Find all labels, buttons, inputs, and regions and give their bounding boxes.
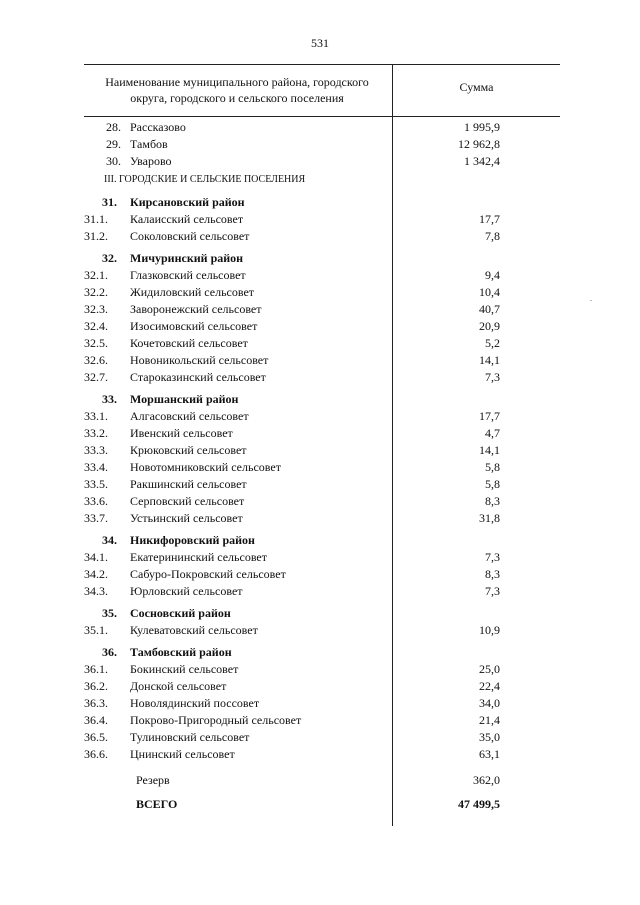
- row-name: Кочетовский сельсовет: [130, 336, 248, 350]
- row-value: 5,8: [485, 460, 500, 474]
- row-number: 33.: [102, 392, 117, 406]
- row-value: 40,7: [479, 302, 500, 316]
- row-value: 5,2: [485, 336, 500, 350]
- row-value: 31,8: [479, 511, 500, 525]
- scan-artifact: [590, 300, 592, 301]
- table-row: [84, 283, 560, 301]
- row-name: Глазковский сельсовет: [130, 268, 246, 282]
- row-value: 20,9: [479, 319, 500, 333]
- row-name: Сабуро-Покровский сельсовет: [130, 567, 286, 581]
- row-number: 30.: [106, 154, 121, 168]
- table-row: [84, 135, 560, 153]
- page-number: 531: [311, 36, 329, 50]
- table-row: [84, 565, 560, 583]
- district-heading: [84, 604, 560, 622]
- row-name: Резерв: [136, 773, 170, 787]
- row-value: 12 962,8: [458, 137, 500, 151]
- row-value: 8,3: [485, 567, 500, 581]
- row-number: 33.2.: [84, 426, 108, 440]
- row-name: Староказинский сельсовет: [130, 370, 266, 384]
- row-number: 29.: [106, 137, 121, 151]
- row-name: Цнинский сельсовет: [130, 747, 235, 761]
- row-name: Тамбовский район: [130, 645, 232, 659]
- row-name: Устьинский сельсовет: [130, 511, 243, 525]
- row-value: 63,1: [479, 747, 500, 761]
- row-value: 5,8: [485, 477, 500, 491]
- row-value: 25,0: [479, 662, 500, 676]
- table-row: [84, 441, 560, 459]
- row-value: 34,0: [479, 696, 500, 710]
- row-name: Алгасовский сельсовет: [130, 409, 249, 423]
- row-name: Мичуринский район: [130, 251, 244, 265]
- row-value: 35,0: [479, 730, 500, 744]
- row-number: 34.2.: [84, 567, 108, 581]
- table-row: [84, 152, 560, 170]
- table-row: [84, 728, 560, 746]
- row-value: 10,4: [479, 285, 500, 299]
- row-name: Рассказово: [130, 120, 186, 134]
- table-row: [84, 266, 560, 284]
- row-number: 28.: [106, 120, 121, 134]
- table-row: [84, 548, 560, 566]
- table-row: [84, 407, 560, 425]
- row-name: Ивенский сельсовет: [130, 426, 233, 440]
- row-name: ВСЕГО: [136, 797, 178, 811]
- table-row: [84, 660, 560, 678]
- row-number: 36.2.: [84, 679, 108, 693]
- row-number: 31.2.: [84, 229, 108, 243]
- row-value: 21,4: [479, 713, 500, 727]
- row-value: 14,1: [479, 353, 500, 367]
- row-number: 35.: [102, 606, 117, 620]
- row-name: Ракшинский сельсовет: [130, 477, 247, 491]
- row-name: Кирсановский район: [130, 195, 245, 209]
- row-number: 31.1.: [84, 212, 108, 226]
- row-value: 362,0: [473, 773, 500, 787]
- name-column-header: [88, 74, 386, 106]
- row-name: Уварово: [130, 154, 172, 168]
- row-number: 36.: [102, 645, 117, 659]
- table-row: [84, 745, 560, 763]
- row-name: Сосновский район: [130, 606, 231, 620]
- table-row: [84, 210, 560, 228]
- row-name: Покрово-Пригородный сельсовет: [130, 713, 302, 727]
- row-value: 47 499,5: [458, 797, 500, 811]
- row-number: 36.5.: [84, 730, 108, 744]
- row-name: Екатерининский сельсовет: [130, 550, 268, 564]
- row-number: 34.3.: [84, 584, 108, 598]
- reserve-row: [84, 771, 560, 789]
- row-name: Кулеватовский сельсовет: [130, 623, 258, 637]
- table-row: [84, 334, 560, 352]
- row-name: Соколовский сельсовет: [130, 229, 250, 243]
- row-name: Заворонежский сельсовет: [130, 302, 262, 316]
- row-value: 17,7: [479, 409, 500, 423]
- row-number: 36.6.: [84, 747, 108, 761]
- row-number: 32.2.: [84, 285, 108, 299]
- row-name: Новотомниковский сельсовет: [130, 460, 281, 474]
- name-column-header-line2: округа, городского и сельского поселения: [130, 91, 344, 105]
- row-name: Донской сельсовет: [130, 679, 227, 693]
- row-value: 1 995,9: [464, 120, 500, 134]
- row-name: Жидиловский сельсовет: [130, 285, 255, 299]
- header-bottom-rule: [84, 116, 560, 117]
- row-value: 17,7: [479, 212, 500, 226]
- table-row: [84, 458, 560, 476]
- row-number: 32.6.: [84, 353, 108, 367]
- table-row: [84, 368, 560, 386]
- row-value: 7,3: [485, 584, 500, 598]
- row-number: 33.4.: [84, 460, 108, 474]
- row-number: 33.6.: [84, 494, 108, 508]
- table-row: [84, 677, 560, 695]
- row-value: 7,8: [485, 229, 500, 243]
- table-row: [84, 351, 560, 369]
- district-heading: [84, 390, 560, 408]
- table-row: [84, 509, 560, 527]
- row-number: 33.5.: [84, 477, 108, 491]
- sum-column-header: Сумма: [459, 80, 494, 94]
- row-number: 32.: [102, 251, 117, 265]
- row-name: Калаисский сельсовет: [130, 212, 244, 226]
- row-name: Никифоровский район: [130, 533, 255, 547]
- row-number: 32.7.: [84, 370, 108, 384]
- row-value: 10,9: [479, 623, 500, 637]
- row-name: Бокинский сельсовет: [130, 662, 239, 676]
- row-number: 36.1.: [84, 662, 108, 676]
- row-value: 22,4: [479, 679, 500, 693]
- row-name: Тамбов: [130, 137, 168, 151]
- district-heading: [84, 643, 560, 661]
- table-row: [84, 492, 560, 510]
- row-number: 32.3.: [84, 302, 108, 316]
- row-number: 32.4.: [84, 319, 108, 333]
- row-number: 32.5.: [84, 336, 108, 350]
- row-number: 33.7.: [84, 511, 108, 525]
- name-column-header-line1: Наименование муниципального района, городского: [105, 75, 369, 89]
- row-value: 4,7: [485, 426, 500, 440]
- row-value: 7,3: [485, 370, 500, 384]
- row-number: 34.: [102, 533, 117, 547]
- table-row: [84, 118, 560, 136]
- row-number: 31.: [102, 195, 117, 209]
- row-name: Крюковский сельсовет: [130, 443, 247, 457]
- table-row: [84, 582, 560, 600]
- table-row: [84, 694, 560, 712]
- row-name: Тулиновский сельсовет: [130, 730, 250, 744]
- row-number: 36.4.: [84, 713, 108, 727]
- row-name: Моршанский район: [130, 392, 239, 406]
- district-heading: [84, 249, 560, 267]
- row-value: 1 342,4: [464, 154, 500, 168]
- row-value: 9,4: [485, 268, 500, 282]
- table-row: [84, 227, 560, 245]
- table-row: [84, 475, 560, 493]
- table-top-rule: [84, 64, 560, 65]
- row-number: 33.1.: [84, 409, 108, 423]
- section-title: III. ГОРОДСКИЕ И СЕЛЬСКИЕ ПОСЕЛЕНИЯ: [104, 174, 306, 185]
- row-number: 36.3.: [84, 696, 108, 710]
- row-value: 7,3: [485, 550, 500, 564]
- row-number: 34.1.: [84, 550, 108, 564]
- table-row: [84, 621, 560, 639]
- row-number: 35.1.: [84, 623, 108, 637]
- table-row: [84, 711, 560, 729]
- district-heading: [84, 531, 560, 549]
- row-name: Серповский сельсовет: [130, 494, 245, 508]
- row-name: Новоникольский сельсовет: [130, 353, 269, 367]
- row-name: Юрловский сельсовет: [130, 584, 243, 598]
- row-number: 33.3.: [84, 443, 108, 457]
- budget-table: [84, 64, 560, 826]
- row-value: 14,1: [479, 443, 500, 457]
- table-row: [84, 317, 560, 335]
- row-name: Изосимовский сельсовет: [130, 319, 258, 333]
- section-heading: [84, 171, 560, 189]
- row-number: 32.1.: [84, 268, 108, 282]
- row-value: 8,3: [485, 494, 500, 508]
- total-row: [84, 795, 560, 813]
- row-name: Новолядинский поссовет: [130, 696, 260, 710]
- table-row: [84, 300, 560, 318]
- table-row: [84, 424, 560, 442]
- district-heading: [84, 193, 560, 211]
